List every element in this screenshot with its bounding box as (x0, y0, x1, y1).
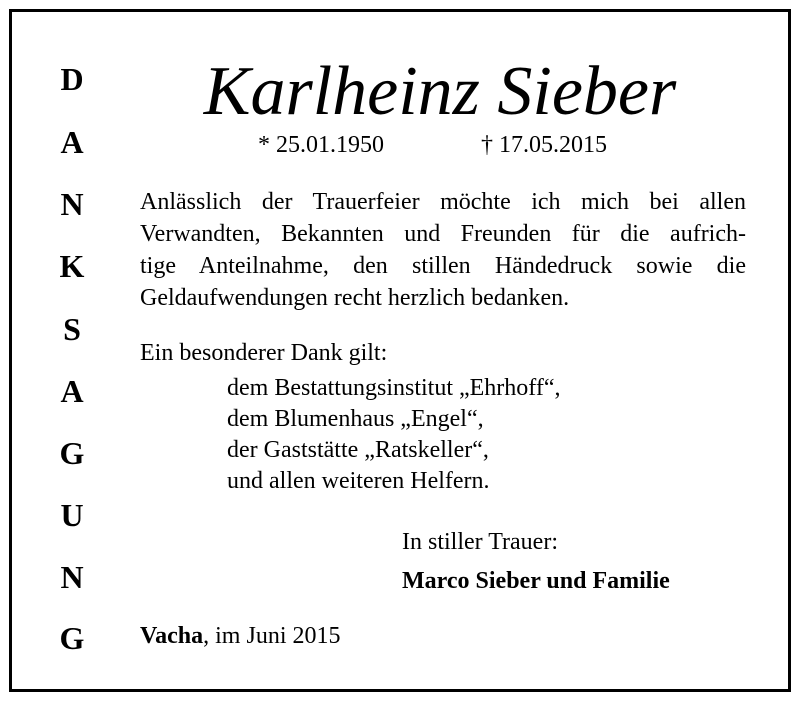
death-date: † 17.05.2015 (481, 132, 607, 158)
side-letter: U (60, 497, 84, 533)
list-item: der Gaststätte „Ratskeller“, (227, 437, 489, 463)
side-letter: D (60, 61, 84, 97)
date: , im Juni 2015 (203, 623, 341, 649)
special-thanks-list (227, 373, 561, 497)
family-signature: Marco Sieber und Familie (402, 568, 670, 594)
side-letter: S (63, 311, 81, 347)
list-item: und allen weiteren Helfern. (227, 468, 490, 494)
place: Vacha (140, 623, 204, 649)
side-letter: K (59, 248, 85, 284)
side-letter: N (60, 186, 84, 222)
thanks-paragraph (140, 186, 746, 314)
side-letter: N (60, 559, 84, 595)
paragraph-line: Verwandten, Bekannten und Freunden für die aufrich- (140, 221, 746, 247)
paragraph-line: tige Anteilnahme, den stillen Händedruck sowie die (140, 253, 746, 279)
list-item: dem Bestattungsinstitut „Ehrhoff“, (227, 375, 561, 401)
special-thanks-heading: Ein besonderer Dank gilt: (140, 340, 388, 366)
side-letter: G (59, 620, 85, 656)
list-item: dem Blumenhaus „Engel“, (227, 406, 484, 432)
birth-date: * 25.01.1950 (258, 132, 384, 158)
paragraph-line: Anlässlich der Trauerfeier möchte ich mich bei allen (140, 189, 746, 215)
mourning-phrase: In stiller Trauer: (402, 529, 558, 555)
side-letter: A (60, 373, 84, 409)
side-letter: A (60, 124, 84, 160)
place-date (140, 622, 340, 650)
side-letter: G (59, 435, 85, 471)
paragraph-line: Geldaufwendungen recht herzlich bedanken. (140, 285, 570, 311)
deceased-name: Karlheinz Sieber (203, 53, 677, 130)
